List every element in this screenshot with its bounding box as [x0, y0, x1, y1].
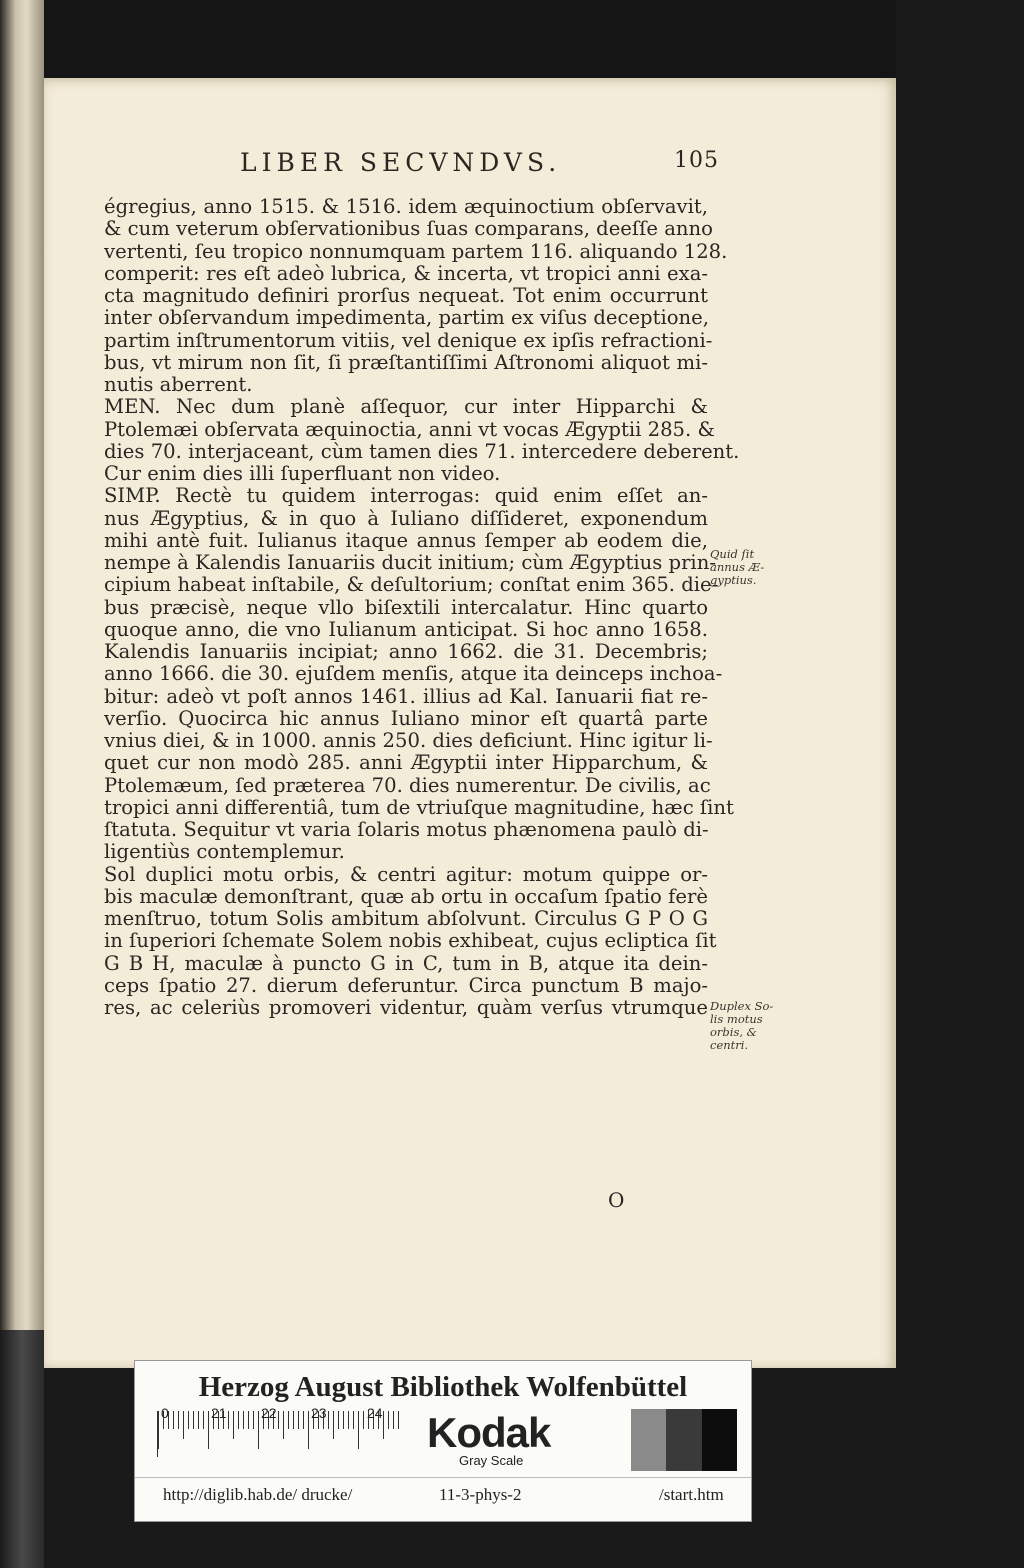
- library-label-card: [134, 1360, 752, 1522]
- ruler-tick: [298, 1411, 299, 1429]
- text-line: nempe à Kalendis Ianuariis ducit initium; cùm Ægyptius prin-: [104, 551, 716, 574]
- ruler-tick: [278, 1411, 279, 1429]
- url-part: 11-3-phys-2: [439, 1485, 522, 1504]
- text-line: Kalendis Ianuariis incipiat; anno 1662. die 31. Decembris;: [104, 640, 708, 663]
- ruler-tick: [203, 1411, 204, 1429]
- gray-swatch: [666, 1409, 701, 1471]
- catchword: O: [608, 1188, 625, 1212]
- text-line: vertenti, ſeu tropico nonnumquam partem 116. aliquando 128.: [104, 239, 728, 263]
- gray-swatch: [702, 1409, 737, 1471]
- ruler-tick: [353, 1411, 354, 1429]
- ruler-tick: [208, 1411, 209, 1449]
- text-line: MEN. Nec dum planè aſſequor, cur inter Hipparchi &: [104, 395, 708, 419]
- margin-note-line: orbis, &: [710, 1025, 757, 1039]
- running-title: LIBER SECVNDVS.: [240, 148, 562, 177]
- text-line: quoque anno, die vno Iulianum anticipat. Si hoc anno 1658.: [104, 617, 708, 641]
- ruler-tick: [303, 1411, 304, 1429]
- gray-scale-swatches: [631, 1409, 737, 1471]
- text-line: inter obſervandum impedimenta, partim ex viſus deceptione,: [104, 306, 709, 330]
- text-line: bus, vt mirum non ſit, ſi præſtantiſſimi Aſtronomi aliquot mi-: [104, 350, 708, 374]
- scale-ruler: [157, 1411, 398, 1457]
- text-line: dies 70. interjaceant, cùm tamen dies 71. intercedere deberent.: [104, 439, 740, 463]
- ruler-tick: [243, 1411, 244, 1429]
- text-line: nutis aberrent.: [104, 373, 253, 396]
- text-line: quet cur non modò 285. anni Ægyptii inter Hipparchum, &: [104, 751, 708, 775]
- gray-swatch: [631, 1409, 666, 1471]
- ruler-number: 0: [161, 1405, 169, 1421]
- text-line: cta magnitudo definiri prorſus nequeat. Tot enim occurrunt: [104, 284, 708, 307]
- text-line: Sol duplici motu orbis, & centri agitur: motum quippe or-: [104, 862, 708, 886]
- margin-note-line: centri.: [710, 1038, 749, 1052]
- text-line: mihi antè fuit. Iulianus itaque annus ſemper ab eodem die,: [104, 528, 708, 552]
- text-line: nus Ægyptius, & in quo à Iuliano diſſideret, exponendum: [104, 506, 708, 530]
- kodak-logo: Kodak: [427, 1409, 551, 1456]
- ruler-tick: [393, 1411, 394, 1429]
- text-line: verſio. Quocirca hic annus Iuliano minor eſt quartâ parte: [104, 706, 708, 730]
- ruler-tick: [383, 1411, 384, 1439]
- margin-note-line: gyptius.: [710, 573, 757, 587]
- ruler-tick: [238, 1411, 239, 1429]
- text-line: ligentiùs contemplemur.: [104, 840, 345, 864]
- book-spine-shadow: [0, 1330, 44, 1568]
- ruler-tick: [363, 1411, 364, 1429]
- ruler-number: 23: [311, 1405, 327, 1421]
- ruler-tick: [183, 1411, 184, 1439]
- url-part: /start.htm: [659, 1485, 724, 1504]
- text-line: partim inſtrumentorum vitiis, vel denique ex ipſis refractioni-: [104, 328, 713, 352]
- ruler-tick: [333, 1411, 334, 1439]
- text-line: bitur: adeò vt poſt annos 1461. illius ad Kal. Ianuarii fiat re-: [104, 684, 708, 708]
- gray-scale-label: Gray Scale: [459, 1453, 524, 1468]
- text-line: anno 1666. die 30. ejuſdem menſis, atque ita deinceps inchoa-: [104, 662, 723, 686]
- margin-note: [710, 1000, 773, 1052]
- text-line: bus præcisè, neque vllo biſextili intercalatur. Hinc quarto: [104, 595, 708, 619]
- ruler-tick: [198, 1411, 199, 1429]
- ruler-tick: [388, 1411, 389, 1429]
- ruler-tick: [328, 1411, 329, 1429]
- text-line: in ſuperiori ſchemate Solem nobis exhibeat, cujus ecliptica ſit: [104, 929, 717, 953]
- text-line: Ptolemæi obſervata æquinoctia, anni vt vocas Ægyptii 285. &: [104, 417, 715, 441]
- library-name: Herzog August Bibliothek Wolfenbüttel: [198, 1371, 688, 1403]
- text-line: & cum veterum obſervationibus ſuas comparans, deeſſe anno: [104, 217, 713, 241]
- ruler-tick: [188, 1411, 189, 1429]
- ruler-tick: [253, 1411, 254, 1429]
- margin-note: [710, 548, 764, 587]
- ruler-tick: [158, 1411, 159, 1449]
- text-line: Ptolemæum, ſed præterea 70. dies numerentur. De civilis, ac: [104, 773, 711, 797]
- text-line: Cur enim dies illi ſuperfluant non video.: [104, 462, 501, 485]
- text-line: tropici anni differentiâ, tum de vtriuſque magnitudine, hæc ſint: [104, 795, 734, 819]
- margin-note-line: Quid ſit: [710, 547, 755, 561]
- ruler-tick: [283, 1411, 284, 1439]
- ruler-tick: [348, 1411, 349, 1429]
- ruler-number: 21: [211, 1405, 227, 1421]
- page-number: 105: [674, 148, 719, 173]
- ruler-tick: [233, 1411, 234, 1439]
- ruler-number: 22: [261, 1405, 277, 1421]
- text-line: cipium habeat inſtabile, & deſultorium; conſtat enim 365. die-: [104, 573, 719, 597]
- text-line: menſtruo, totum Solis ambitum abſolvunt. Circulus G P O G: [104, 907, 708, 930]
- ruler-tick: [308, 1411, 309, 1449]
- ruler-tick: [343, 1411, 344, 1429]
- margin-note-line: lis motus: [710, 1012, 763, 1026]
- text-line: G B H, maculæ à puncto G in C, tum in B, atque ita dein-: [104, 951, 708, 975]
- text-line: ſtatuta. Sequitur vt varia ſolaris motus phænomena paulò di-: [104, 818, 709, 841]
- ruler-tick: [338, 1411, 339, 1429]
- text-line: vnius diei, & in 1000. annis 250. dies deficiunt. Hinc igitur li-: [104, 729, 713, 752]
- text-line: res, ac celeriùs promoveri videntur, quàm verſus vtrumque: [104, 996, 708, 1019]
- margin-note-line: annus Æ-: [710, 560, 765, 574]
- text-line: bis maculæ demonſtrant, quæ ab ortu in occaſum ſpatio ferè: [104, 884, 708, 908]
- ruler-tick: [193, 1411, 194, 1429]
- ruler-tick: [258, 1411, 259, 1449]
- text-line: ceps ſpatio 27. dierum deferuntur. Circa punctum B majo-: [104, 973, 708, 997]
- text-line: comperit: res eſt adeò lubrica, & incerta, vt tropici anni exa-: [104, 261, 708, 285]
- url-part: http://diglib.hab.de/ drucke/: [163, 1485, 353, 1504]
- ruler-tick: [288, 1411, 289, 1429]
- ruler-tick: [248, 1411, 249, 1429]
- scan-background: [44, 0, 896, 78]
- ruler-tick: [293, 1411, 294, 1429]
- text-line: égregius, anno 1515. & 1516. idem æquinoctium obſervavit,: [104, 195, 708, 218]
- ruler-tick: [228, 1411, 229, 1429]
- ruler-tick: [173, 1411, 174, 1429]
- margin-note-line: Duplex So-: [710, 999, 774, 1013]
- text-line: SIMP. Rectè tu quidem interrogas: quid enim eſſet an-: [104, 484, 708, 508]
- divider: [135, 1477, 751, 1478]
- ruler-number: 24: [367, 1405, 383, 1421]
- ruler-tick: [178, 1411, 179, 1429]
- ruler-tick: [358, 1411, 359, 1449]
- ruler-tick: [398, 1411, 399, 1429]
